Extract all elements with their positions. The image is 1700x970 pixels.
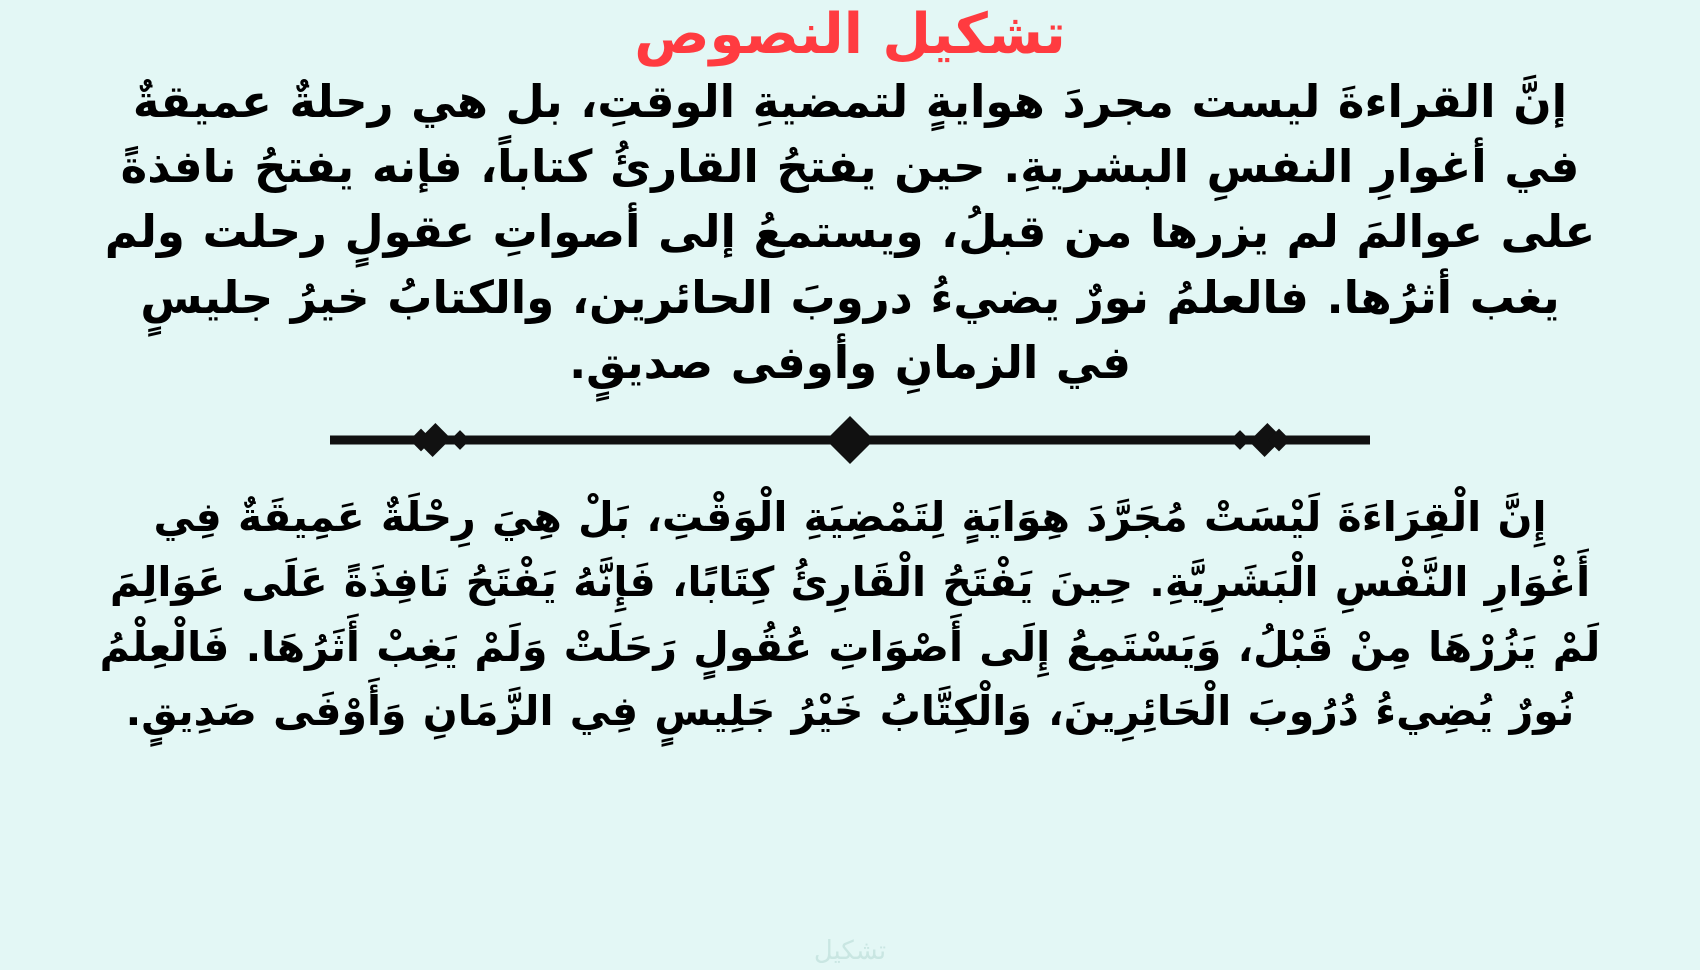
divider-left-dot-small-icon <box>450 430 470 450</box>
plain-text-section <box>95 69 1605 395</box>
divider-right-dot-small-icon <box>1230 430 1250 450</box>
ornamental-divider <box>95 405 1605 475</box>
page-title: تشكيل النصوص <box>634 2 1066 67</box>
tashkeel-text-section <box>95 485 1605 744</box>
divider-center-diamond-icon <box>826 416 874 464</box>
plain-paragraph: إنَّ القراءةَ ليست مجردَ هوايةٍ لتمضيةِ الوقتِ، بل هي رحلةٌ عميقةٌ في أغوارِ النفسِ البشريةِ. حين يفتحُ القارئُ كتاباً، فإنه يفتحُ نافذةً على عوالمَ لم يزرها من قبلُ، ويستمعُ إلى أصواتِ عقولٍ رحلت ولم يغب أثرُها. فالعلمُ نورٌ يضيءُ دروبَ الحائرين، والكتابُ خيرُ جليسٍ في الزمانِ وأوفى صديقٍ. <box>104 74 1596 389</box>
tashkeel-paragraph: إِنَّ الْقِرَاءَةَ لَيْسَتْ مُجَرَّدَ هِوَايَةٍ لِتَمْضِيَةِ الْوَقْتِ، بَلْ هِيَ رِحْلَةٌ عَمِيقَةٌ فِي أَغْوَارِ النَّفْسِ الْبَشَرِيَّةِ. حِينَ يَفْتَحُ الْقَارِئُ كِتَابًا، فَإِنَّهُ يَفْتَحُ نَافِذَةً عَلَى عَوَالِمَ لَمْ يَزُرْهَا مِنْ قَبْلُ، وَيَسْتَمِعُ إِلَى أَصْوَاتِ عُقُولٍ رَحَلَتْ وَلَمْ يَغِبْ أَثَرُهَا. فَالْعِلْمُ نُورٌ يُضِيءُ دُرُوبَ الْحَائِرِينَ، وَالْكِتَّابُ خَيْرُ جَلِيسٍ فِي الزَّمَانِ وَأَوْفَى صَدِيقٍ. <box>99 493 1601 736</box>
watermark: تشكيل <box>813 936 887 966</box>
